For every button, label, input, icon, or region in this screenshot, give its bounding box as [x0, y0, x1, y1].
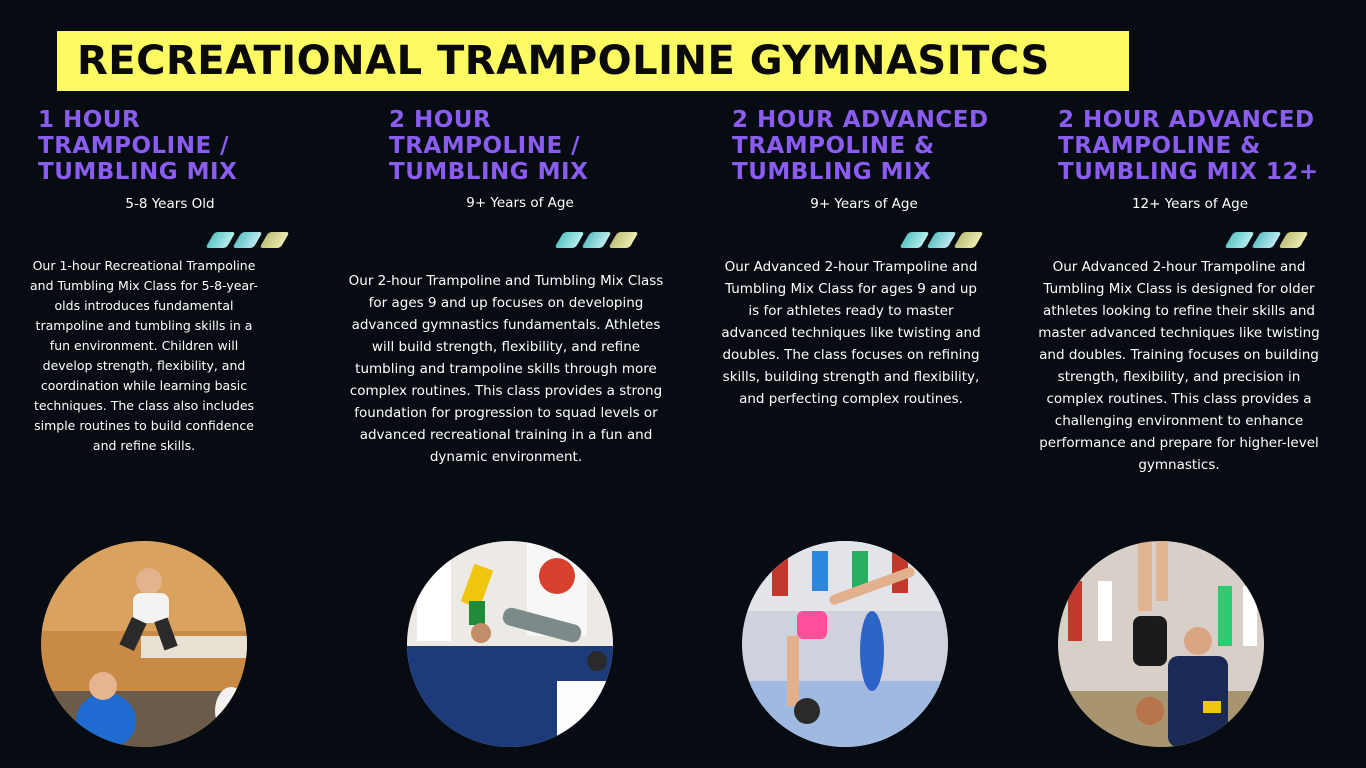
class-card-1-heading: 1 HOUR TRAMPOLINE / TUMBLING MIX	[38, 107, 238, 185]
class-card-4-heading-wrap	[1058, 107, 1319, 185]
stripe-decoration	[554, 232, 584, 248]
class-card-3-stripes	[904, 232, 979, 248]
stripe-decoration	[926, 232, 956, 248]
stripe-decoration	[581, 232, 611, 248]
class-card-4-stripes	[1229, 232, 1304, 248]
stripe-decoration	[205, 232, 235, 248]
class-card-3-heading-wrap	[732, 107, 989, 185]
class-card-4-description: Our Advanced 2-hour Trampoline and Tumbling Mix Class is designed for older athletes looking to refine their skills and master advanced techniques like twisting and doubles. Training focuses on building strength, flexibility, and precision in complex routines. This class provides a challenging environment to enhance performance and prepare for higher-level gymnastics.	[1038, 259, 1320, 473]
class-card-3-age: 9+ Years of Age	[810, 196, 918, 212]
stripe-decoration	[1224, 232, 1254, 248]
class-card-4-age: 12+ Years of Age	[1131, 196, 1249, 212]
class-card-1-description: Our 1-hour Recreational Trampoline and Tumbling Mix Class for 5-8-year-olds introduces fundamental trampoline and tumbling skills in a fun environment. Children will develop strength, flexibility, and coordination while learning basic techniques. The class also includes simple routines to build confidence and refine skills.	[30, 258, 258, 453]
walkover-gymnast-photo	[742, 541, 948, 747]
stripe-decoration	[1251, 232, 1281, 248]
flipping-gymnasts-photo	[407, 541, 613, 747]
coach-spotting-photo	[1058, 541, 1264, 747]
stripe-decoration	[953, 232, 983, 248]
stripe-decoration	[259, 232, 289, 248]
class-card-2-description: Our 2-hour Trampoline and Tumbling Mix Class for ages 9 and up focuses on developing advanced gymnastics fundamentals. Athletes will build strength, flexibility, and refine tumbling and trampoline skills through more complex routines. This class provides a strong foundation for progression to squad levels or advanced recreational training in a fun and dynamic environment.	[348, 273, 664, 465]
page-title: RECREATIONAL TRAMPOLINE GYMNASITCS	[77, 38, 1050, 84]
class-card-1-heading-wrap	[38, 107, 237, 185]
child-jumping-photo	[41, 541, 247, 747]
class-card-3-description: Our Advanced 2-hour Trampoline and Tumbling Mix Class for ages 9 and up is for athletes ready to master advanced techniques like twisting and doubles. The class focuses on refining skills, building strength and flexibility, and perfecting complex routines.	[721, 259, 981, 407]
class-card-2-stripes	[559, 232, 634, 248]
stripe-decoration	[899, 232, 929, 248]
stripe-decoration	[1278, 232, 1308, 248]
class-card-2-heading-wrap	[389, 107, 588, 185]
class-card-4-heading: 2 HOUR ADVANCED TRAMPOLINE & TUMBLING MIX 12+	[1058, 107, 1319, 185]
class-card-1-age: 5-8 Years Old	[125, 196, 215, 212]
stripe-decoration	[608, 232, 638, 248]
class-card-2-age: 9+ Years of Age	[466, 195, 574, 211]
class-card-2-heading: 2 HOUR TRAMPOLINE / TUMBLING MIX	[389, 107, 589, 185]
stripe-decoration	[232, 232, 262, 248]
title-banner	[57, 31, 1129, 91]
class-card-3-heading: 2 HOUR ADVANCED TRAMPOLINE & TUMBLING MIX	[732, 107, 989, 185]
class-card-1-stripes	[210, 232, 285, 248]
